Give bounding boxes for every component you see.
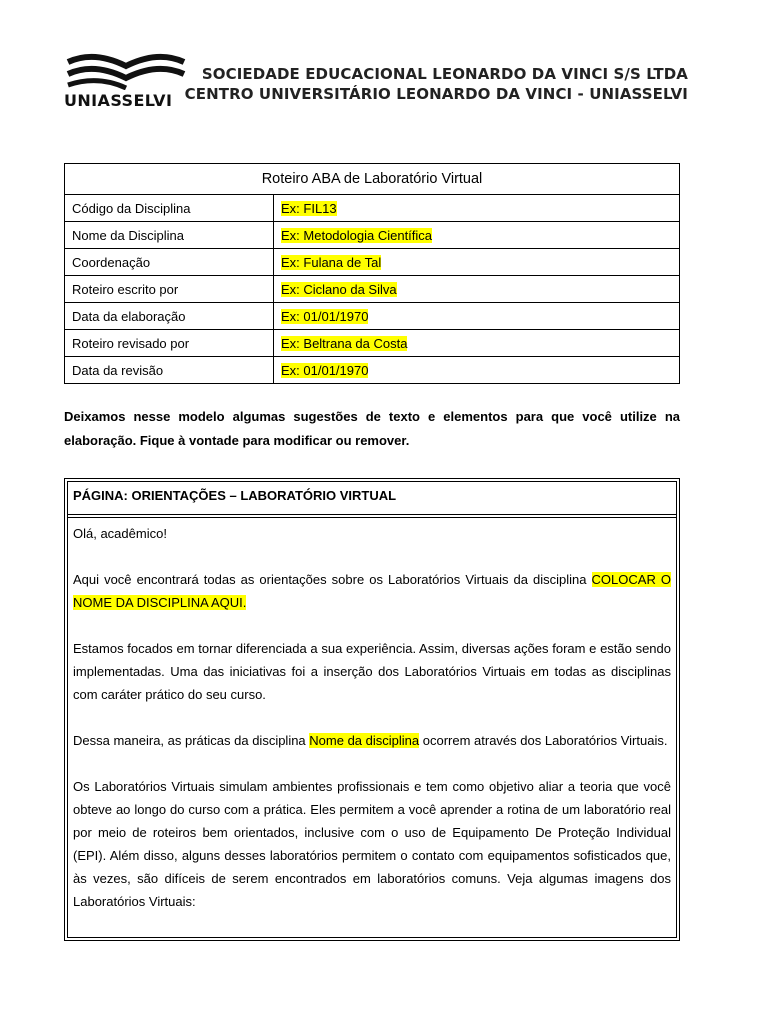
row-value: Ex: Fulana de Tal xyxy=(281,254,382,270)
greeting: Olá, acadêmico! xyxy=(73,526,167,541)
uniasselvi-logo xyxy=(64,50,188,112)
row-label: Roteiro escrito por xyxy=(65,276,274,303)
lab-info-table xyxy=(64,163,680,384)
row-value: Ex: Ciclano da Silva xyxy=(281,281,397,297)
paragraph-1 xyxy=(73,568,671,614)
table-row xyxy=(65,195,680,222)
paragraph-4: Os Laboratórios Virtuais simulam ambientes profissionais e tem como objetivo aliar a teoria que você obteve ao longo do curso com a prática. Eles permitem a você aprender a rotina de um laboratório real por meio de roteiros bem orientados, inclusive com o uso de Equipamento De Proteção Individual (EPI). Além disso, alguns desses laboratórios permitem o contato com equipamentos sofisticados que, às vezes, são difíceis de serem encontrados em laboratórios comuns. Veja algumas imagens dos Laboratórios Virtuais: xyxy=(73,779,671,909)
book-wings-icon xyxy=(64,50,188,90)
table-row xyxy=(65,303,680,330)
row-value-cell[interactable] xyxy=(274,330,680,357)
paragraph-3-before: Dessa maneira, as práticas da disciplina xyxy=(73,733,310,748)
row-value-cell[interactable] xyxy=(274,303,680,330)
row-label: Coordenação xyxy=(65,249,274,276)
row-label: Data da elaboração xyxy=(65,303,274,330)
table-row xyxy=(65,357,680,384)
row-value-cell[interactable] xyxy=(274,276,680,303)
table-row xyxy=(65,276,680,303)
org-line-1: SOCIEDADE EDUCACIONAL LEONARDO DA VINCI S/S LTDA xyxy=(201,65,688,83)
document-header xyxy=(0,0,768,130)
row-value-cell[interactable] xyxy=(274,357,680,384)
discipline-placeholder: COLOCAR O NOME DA DISCIPLINA AQUI. xyxy=(73,572,671,610)
orientation-page-box xyxy=(64,478,680,941)
discipline-name-placeholder: Nome da disciplina xyxy=(309,733,420,748)
page-heading: PÁGINA: ORIENTAÇÕES – LABORATÓRIO VIRTUAL xyxy=(68,482,676,515)
table-row xyxy=(65,222,680,249)
intro-paragraph: Deixamos nesse modelo algumas sugestões de texto e elementos para que você utilize na elaboração. Fique à vontade para modificar ou remover. xyxy=(64,409,680,448)
page-body[interactable] xyxy=(68,517,676,913)
paragraph-2: Estamos focados em tornar diferenciada a sua experiência. Assim, diversas ações foram e estão sendo implementadas. Uma das iniciativas foi a inserção dos Laboratórios Virtuais em todas as disciplinas com caráter prático do seu curso. xyxy=(73,641,671,702)
row-label: Código da Disciplina xyxy=(65,195,274,222)
table-row xyxy=(65,249,680,276)
paragraph-1-text: Aqui você encontrará todas as orientações sobre os Laboratórios Virtuais da disciplina xyxy=(73,572,592,587)
row-value: Ex: FIL13 xyxy=(281,200,337,216)
table-title-row xyxy=(65,164,680,195)
row-value: Ex: Metodologia Científica xyxy=(281,227,433,243)
row-value-cell[interactable] xyxy=(274,222,680,249)
row-value: Ex: 01/01/1970 xyxy=(281,362,369,378)
logo-text: UNIASSELVI xyxy=(64,91,173,110)
page-box-inner xyxy=(67,481,677,938)
table-title: Roteiro ABA de Laboratório Virtual xyxy=(65,164,680,195)
row-value-cell[interactable] xyxy=(274,249,680,276)
org-line-2: CENTRO UNIVERSITÁRIO LEONARDO DA VINCI - UNIASSELVI xyxy=(184,85,688,103)
row-label: Roteiro revisado por xyxy=(65,330,274,357)
row-value-cell[interactable] xyxy=(274,195,680,222)
table-row xyxy=(65,330,680,357)
row-label: Data da revisão xyxy=(65,357,274,384)
paragraph-3 xyxy=(73,729,671,752)
row-value: Ex: 01/01/1970 xyxy=(281,308,369,324)
paragraph-3-after: ocorrem através dos Laboratórios Virtuais. xyxy=(419,733,668,748)
row-label: Nome da Disciplina xyxy=(65,222,274,249)
row-value: Ex: Beltrana da Costa xyxy=(281,335,408,351)
organization-name xyxy=(185,64,688,104)
